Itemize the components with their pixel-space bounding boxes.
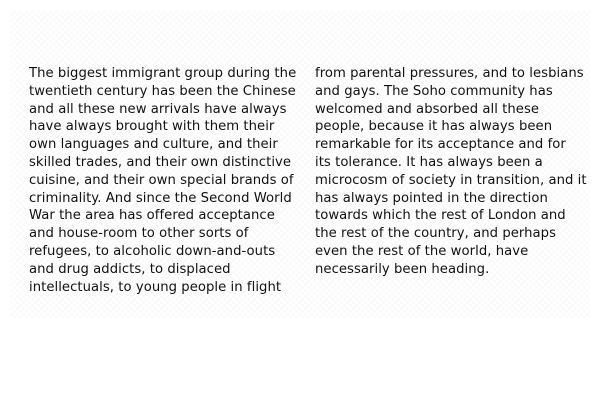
left-text-column: [29, 65, 304, 296]
text-line: and house-room to other sorts of: [29, 226, 249, 242]
text-line: people, because it has always been: [315, 119, 553, 135]
text-line: cuisine, and their own special brands of: [29, 172, 294, 188]
text-line: have always brought with them their: [29, 119, 275, 135]
text-line: welcomed and absorbed all these: [315, 101, 540, 117]
text-line: intellectuals, to young people in flight: [29, 279, 282, 295]
right-text-column: [315, 65, 587, 279]
text-line: criminality. And since the Second World: [29, 190, 292, 206]
text-line: and all these new arrivals have always: [29, 101, 287, 117]
text-line: refugees, to alcoholic down-and-outs: [29, 243, 276, 259]
text-line: War the area has offered acceptance: [29, 208, 275, 224]
text-line: even the rest of the world, have: [315, 243, 529, 259]
text-line: own languages and culture, and their: [29, 137, 278, 153]
text-line: and drug addicts, to displaced: [29, 261, 231, 277]
text-line: twentieth century has been the Chinese: [29, 83, 296, 99]
text-line: necessarily been heading.: [315, 261, 490, 277]
text-line: has always pointed in the direction: [315, 190, 548, 206]
text-line: remarkable for its acceptance and for: [315, 137, 566, 153]
text-line: skilled trades, and their own distinctive: [29, 154, 292, 170]
text-line: and gays. The Soho community has: [315, 83, 553, 99]
text-line: the rest of the country, and perhaps: [315, 226, 557, 242]
text-line: The biggest immigrant group during the: [29, 66, 297, 81]
text-line: from parental pressures, and to lesbians: [315, 66, 584, 81]
text-line: its tolerance. It has always been a: [315, 154, 543, 170]
text-line: towards which the rest of London and: [315, 208, 566, 224]
text-line: microcosm of society in transition, and it: [315, 172, 587, 188]
